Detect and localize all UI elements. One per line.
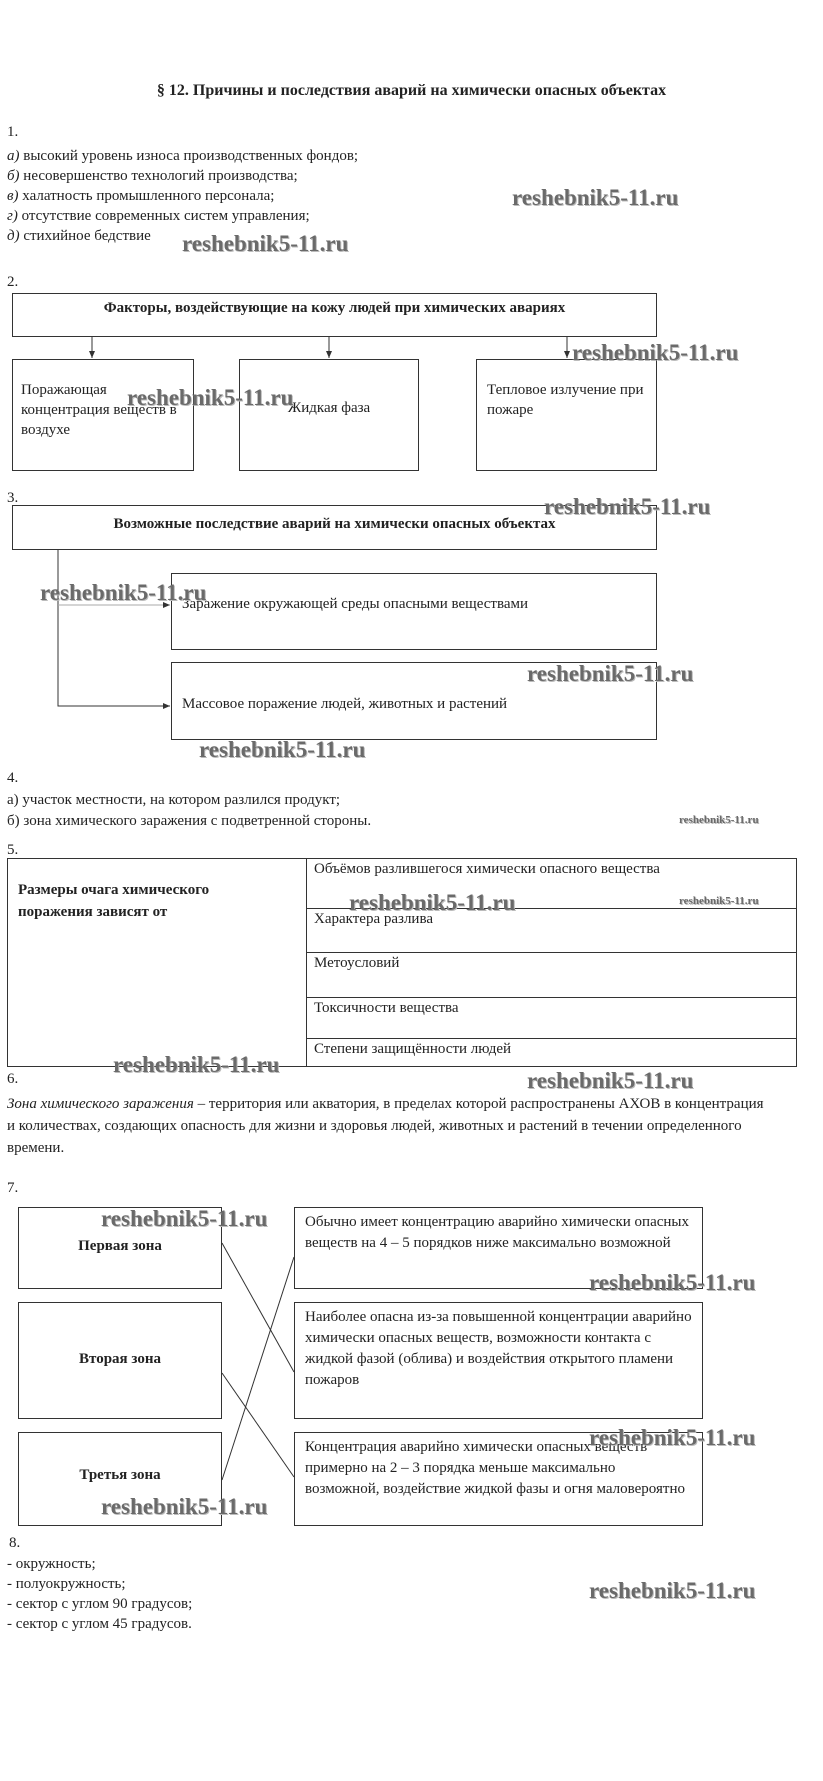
zone-box-second: Вторая зона (18, 1302, 222, 1419)
watermark: reshebnik5-11.ru (679, 814, 759, 826)
watermark: reshebnik5-11.ru (182, 231, 349, 256)
section-1-number: 1. (7, 124, 19, 140)
watermark: reshebnik5-11.ru (544, 494, 711, 519)
factor-box-liquid: Жидкая фаза (239, 359, 419, 471)
section-4-line: б) зона химического заражения с подветренной стороны. (7, 813, 372, 829)
factors-header: Факторы, воздействующие на кожу людей при химических авариях (103, 300, 566, 316)
table-row: Токсичности вещества (306, 997, 796, 1019)
list-item: - полуокружность; (7, 1576, 126, 1592)
consequences-header: Возможные последствие аварий на химически опасных объектах (113, 516, 556, 532)
match-line (222, 1257, 294, 1480)
list-item: б) несовершенство технологий производства; (7, 168, 298, 184)
zone-box-third: Третья зона (18, 1432, 222, 1526)
definition-term: Зона химического заражения (7, 1096, 194, 1112)
factor-box-heat: Тепловое излучение при пожаре (476, 359, 657, 471)
zone-description-box: Концентрация аварийно химически опасных веществ примерно на 2 – 3 порядка меньше максимально возможной, воздействие жидкой фазы и огня маловероятно (294, 1432, 703, 1526)
watermark: reshebnik5-11.ru (199, 737, 366, 762)
table-row: Метоусловий (306, 952, 796, 974)
list-item: в) халатность промышленного персонала; (7, 188, 275, 204)
table-row: Характера разлива (306, 908, 796, 930)
watermark: reshebnik5-11.ru (572, 340, 739, 365)
watermark: reshebnik5-11.ru (349, 890, 516, 915)
watermark: reshebnik5-11.ru (113, 1052, 280, 1077)
table-row: Степени защищённости людей (306, 1038, 796, 1060)
section-2-number: 2. (7, 274, 19, 290)
section-8-number: 8. (9, 1535, 21, 1551)
zone-box-first: Первая зона (18, 1207, 222, 1289)
watermark: reshebnik5-11.ru (589, 1578, 756, 1603)
watermark: reshebnik5-11.ru (101, 1206, 268, 1231)
watermark: reshebnik5-11.ru (512, 185, 679, 210)
section-6-number: 6. (7, 1071, 19, 1087)
table-row: Объёмов разлившегося химически опасного вещества (314, 861, 660, 877)
arrow-icon (58, 550, 170, 706)
watermark: reshebnik5-11.ru (679, 895, 759, 907)
list-item: - окружность; (7, 1556, 96, 1572)
factor-box-concentration: Поражающая концентрация веществ в воздухе (12, 359, 194, 471)
section-7-number: 7. (7, 1180, 19, 1196)
section-3-number: 3. (7, 490, 19, 506)
zone-description-box: Обычно имеет концентрацию аварийно химически опасных веществ на 4 – 5 порядков ниже максимально возможной (294, 1207, 703, 1289)
watermark: reshebnik5-11.ru (40, 580, 207, 605)
watermark: reshebnik5-11.ru (127, 385, 294, 410)
list-item: а) высокий уровень износа производственных фондов; (7, 148, 359, 164)
section-4-number: 4. (7, 770, 19, 786)
zone-description-box: Наиболее опасна из-за повышенной концентрации аварийно химически опасных веществ, возможности контакта с жидкой фазой (облива) и воздействия открытого пламени пожаров (294, 1302, 703, 1419)
page-title: § 12. Причины и последствия аварий на химически опасных объектах (156, 82, 667, 99)
watermark: reshebnik5-11.ru (101, 1494, 268, 1519)
section-4-line: а) участок местности, на котором разлился продукт; (7, 792, 341, 808)
list-item: д) стихийное бедствие (7, 228, 151, 244)
watermark: reshebnik5-11.ru (527, 1068, 694, 1093)
watermark: reshebnik5-11.ru (527, 661, 694, 686)
list-item: г) отсутствие современных систем управления; (7, 208, 310, 224)
list-item: - сектор с углом 45 градусов. (7, 1616, 192, 1632)
consequence-box-mass-damage: Массовое поражение людей, животных и растений (171, 662, 657, 740)
definition-paragraph: Зона химического заражения – территория или акватория, в пределах которой распространены АХОВ в концентрация и количествах, создающих опасность для жизни и здоровья людей, животных и растений в течении определенного времени. (7, 1096, 764, 1156)
watermark: reshebnik5-11.ru (589, 1425, 756, 1450)
match-line (222, 1373, 294, 1477)
section-5-number: 5. (7, 842, 19, 858)
consequence-box-contamination: Заражение окружающей среды опасными веществами (171, 573, 657, 650)
list-item: - сектор с углом 90 градусов; (7, 1596, 193, 1612)
watermark: reshebnik5-11.ru (589, 1270, 756, 1295)
match-line (222, 1243, 294, 1372)
table-left-label: Размеры очага химического поражения зависят от (18, 882, 210, 920)
